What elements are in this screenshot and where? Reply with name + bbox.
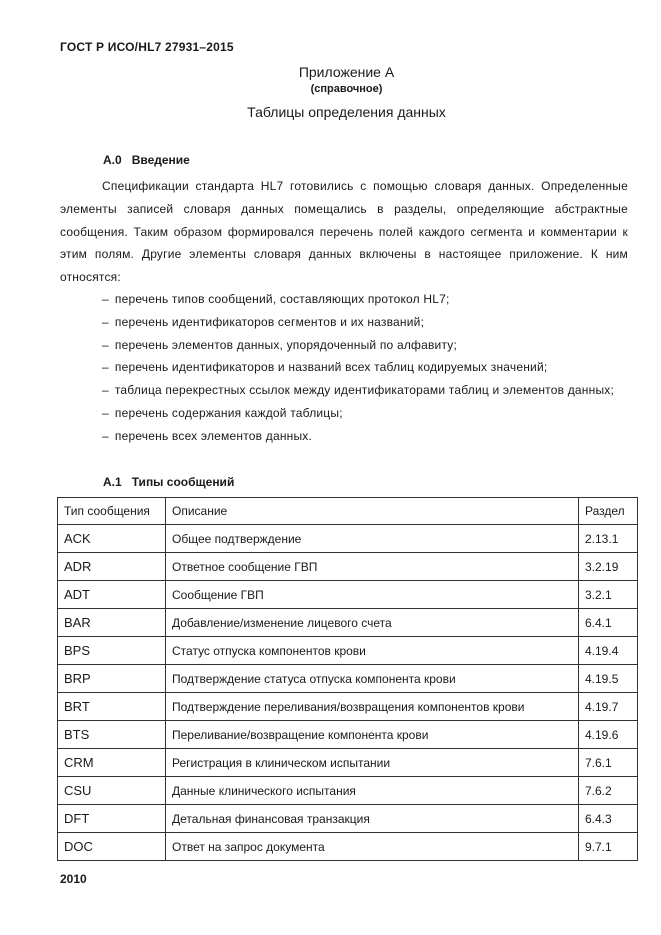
message-type-cell: BRT [58,693,166,721]
message-type-cell: ADT [58,581,166,609]
message-type-cell: ACK [58,525,166,553]
appendix-title: Приложение А [298,64,395,80]
description-cell: Ответ на запрос документа [166,833,579,861]
page-number: 2010 [60,872,87,886]
section-cell: 7.6.2 [579,777,638,805]
section-types-heading [103,475,234,489]
message-type-cell: DFT [58,805,166,833]
message-type-cell: BTS [58,721,166,749]
column-header-section: Раздел [579,498,638,525]
list-item: – перечень идентификаторов и названий всех таблиц кодируемых значений; [102,360,548,375]
table-row [58,777,638,805]
list-item: – перечень всех элементов данных. [102,428,313,443]
table-row [58,637,638,665]
section-cell: 4.19.4 [579,637,638,665]
section-title: Введение [131,153,190,167]
message-type-cell: BRP [58,665,166,693]
message-type-cell: BPS [58,637,166,665]
list-item-text: таблица перекрестных ссылок между идентификаторами таблиц и элементов данных; [114,383,615,398]
section-cell: 3.2.1 [579,581,638,609]
table-row [58,665,638,693]
list-item-text: перечень идентификаторов сегментов и их названий; [114,314,425,329]
description-cell: Регистрация в клиническом испытании [166,749,579,777]
description-cell: Ответное сообщение ГВП [166,553,579,581]
intro-list [60,288,628,448]
table-row [58,693,638,721]
list-item: – перечень типов сообщений, составляющих протокол HL7; [102,292,450,306]
section-cell: 4.19.7 [579,693,638,721]
appendix-subtitle: (справочное) [310,83,383,95]
list-item-text: перечень элементов данных, упорядоченный по алфавиту; [114,337,458,352]
list-item: – перечень идентификаторов сегментов и их названий; [102,314,425,329]
list-item-text: перечень содержания каждой таблицы; [114,405,343,420]
section-cell: 6.4.1 [579,609,638,637]
message-type-cell: ADR [58,553,166,581]
section-cell: 9.7.1 [579,833,638,861]
description-cell: Добавление/изменение лицевого счета [166,609,579,637]
table-row [58,749,638,777]
message-type-cell: CSU [58,777,166,805]
list-item-text: перечень всех элементов данных. [114,428,313,443]
message-types-table [57,497,638,861]
description-cell: Подтверждение переливания/возвращения компонентов крови [166,693,579,721]
description-cell: Статус отпуска компонентов крови [166,637,579,665]
section-cell: 2.13.1 [579,525,638,553]
section-intro-heading [103,153,190,167]
description-cell: Данные клинического испытания [166,777,579,805]
table-row [58,553,638,581]
message-type-cell: BAR [58,609,166,637]
section-number: А.0 [103,153,122,167]
column-header-type: Тип сообщения [58,498,166,525]
appendix-heading: Таблицы определения данных [247,104,446,120]
list-item: – перечень содержания каждой таблицы; [102,405,343,420]
section-cell: 4.19.5 [579,665,638,693]
description-cell: Подтверждение статуса отпуска компонента крови [166,665,579,693]
description-cell: Детальная финансовая транзакция [166,805,579,833]
list-item-text: перечень типов сообщений, составляющих протокол HL7; [114,292,450,306]
message-type-cell: DOC [58,833,166,861]
table-row [58,721,638,749]
table-row [58,805,638,833]
description-cell: Сообщение ГВП [166,581,579,609]
message-type-cell: CRM [58,749,166,777]
table-row [58,609,638,637]
section-cell: 6.4.3 [579,805,638,833]
list-item: – перечень элементов данных, упорядоченный по алфавиту; [102,337,458,352]
table-row [58,525,638,553]
list-item: – таблица перекрестных ссылок между идентификаторами таблиц и элементов данных; [102,383,615,398]
section-cell: 7.6.1 [579,749,638,777]
description-cell: Общее подтверждение [166,525,579,553]
table-header-row [58,498,638,525]
table-row [58,833,638,861]
section-cell: 4.19.6 [579,721,638,749]
description-cell: Переливание/возвращение компонента крови [166,721,579,749]
section-number: А.1 [103,475,122,489]
section-title: Типы сообщений [131,475,235,489]
column-header-description: Описание [166,498,579,525]
section-cell: 3.2.19 [579,553,638,581]
intro-paragraph: Спецификации стандарта HL7 готовились с помощью словаря данных. Определенные элементы записей словаря данных помещались в разделы, определяющие абстрактные сообщения. Таким образом формировался перечень полей каждого сегмента и комментарии к этим полям. Другие элементы словаря данных включены в настоящее приложение. К ним относятся: [60,179,628,285]
list-item-text: перечень идентификаторов и названий всех таблиц кодируемых значений; [114,360,548,375]
document-header: ГОСТ Р ИСО/HL7 27931–2015 [60,40,234,54]
table-row [58,581,638,609]
